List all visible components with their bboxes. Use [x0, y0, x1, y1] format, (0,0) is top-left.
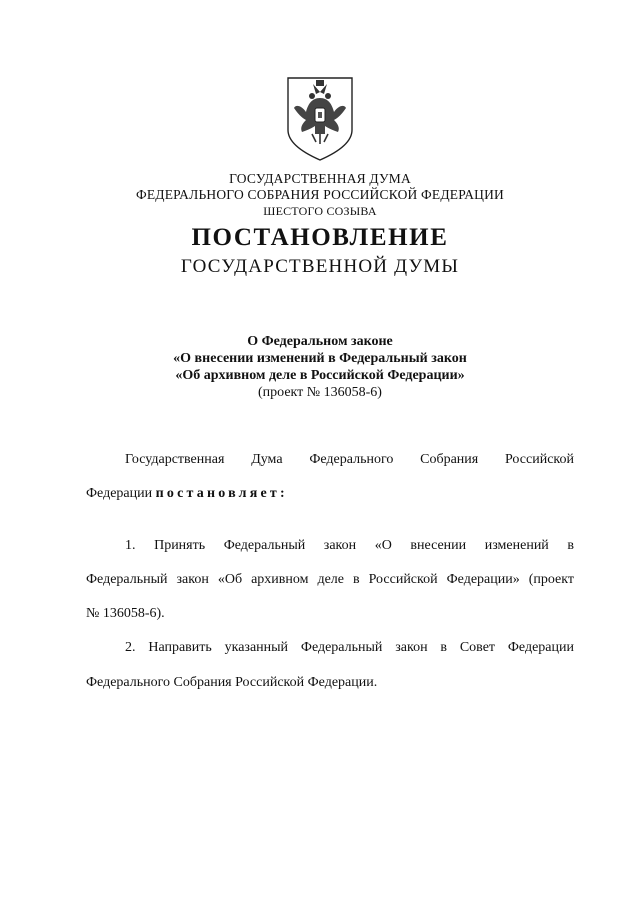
subject-line-2: «О внесении изменений в Федеральный закон [173, 351, 467, 366]
org-line-2: ФЕДЕРАЛЬНОГО СОБРАНИЯ РОССИЙСКОЙ ФЕДЕРАЦИИ [136, 187, 504, 202]
preamble-subject: Федерации [86, 486, 153, 501]
item-2-line-2: Федерального Собрания Российской Федерации. [86, 675, 378, 690]
preamble-line-2 [86, 486, 288, 502]
subject-line-1: О Федеральном законе [247, 334, 393, 349]
item-1-line-1: 1. Принять Федеральный закон «О внесении изменений в [125, 538, 574, 553]
coat-of-arms-icon [282, 74, 358, 162]
item-2-line-1: 2. Направить указанный Федеральный закон в Совет Федерации [125, 640, 574, 655]
document-subtitle: ГОСУДАРСТВЕННОЙ ДУМЫ [180, 256, 460, 277]
document-title: ПОСТАНОВЛЕНИЕ [191, 224, 449, 251]
convocation-line: ШЕСТОГО СОЗЫВА [263, 204, 377, 218]
project-number: (проект № 136058-6) [258, 385, 382, 400]
preamble-line-1: Государственная Дума Федерального Собрания Российской [125, 452, 574, 467]
item-1-line-3: № 136058-6). [86, 606, 165, 621]
subject-line-3: «Об архивном деле в Российской Федерации» [175, 368, 465, 383]
item-1-line-2: Федеральный закон «Об архивном деле в Российской Федерации» (проект [86, 572, 574, 587]
org-line-1: ГОСУДАРСТВЕННАЯ ДУМА [229, 171, 411, 186]
resolves-verb: постановляет: [155, 486, 288, 501]
